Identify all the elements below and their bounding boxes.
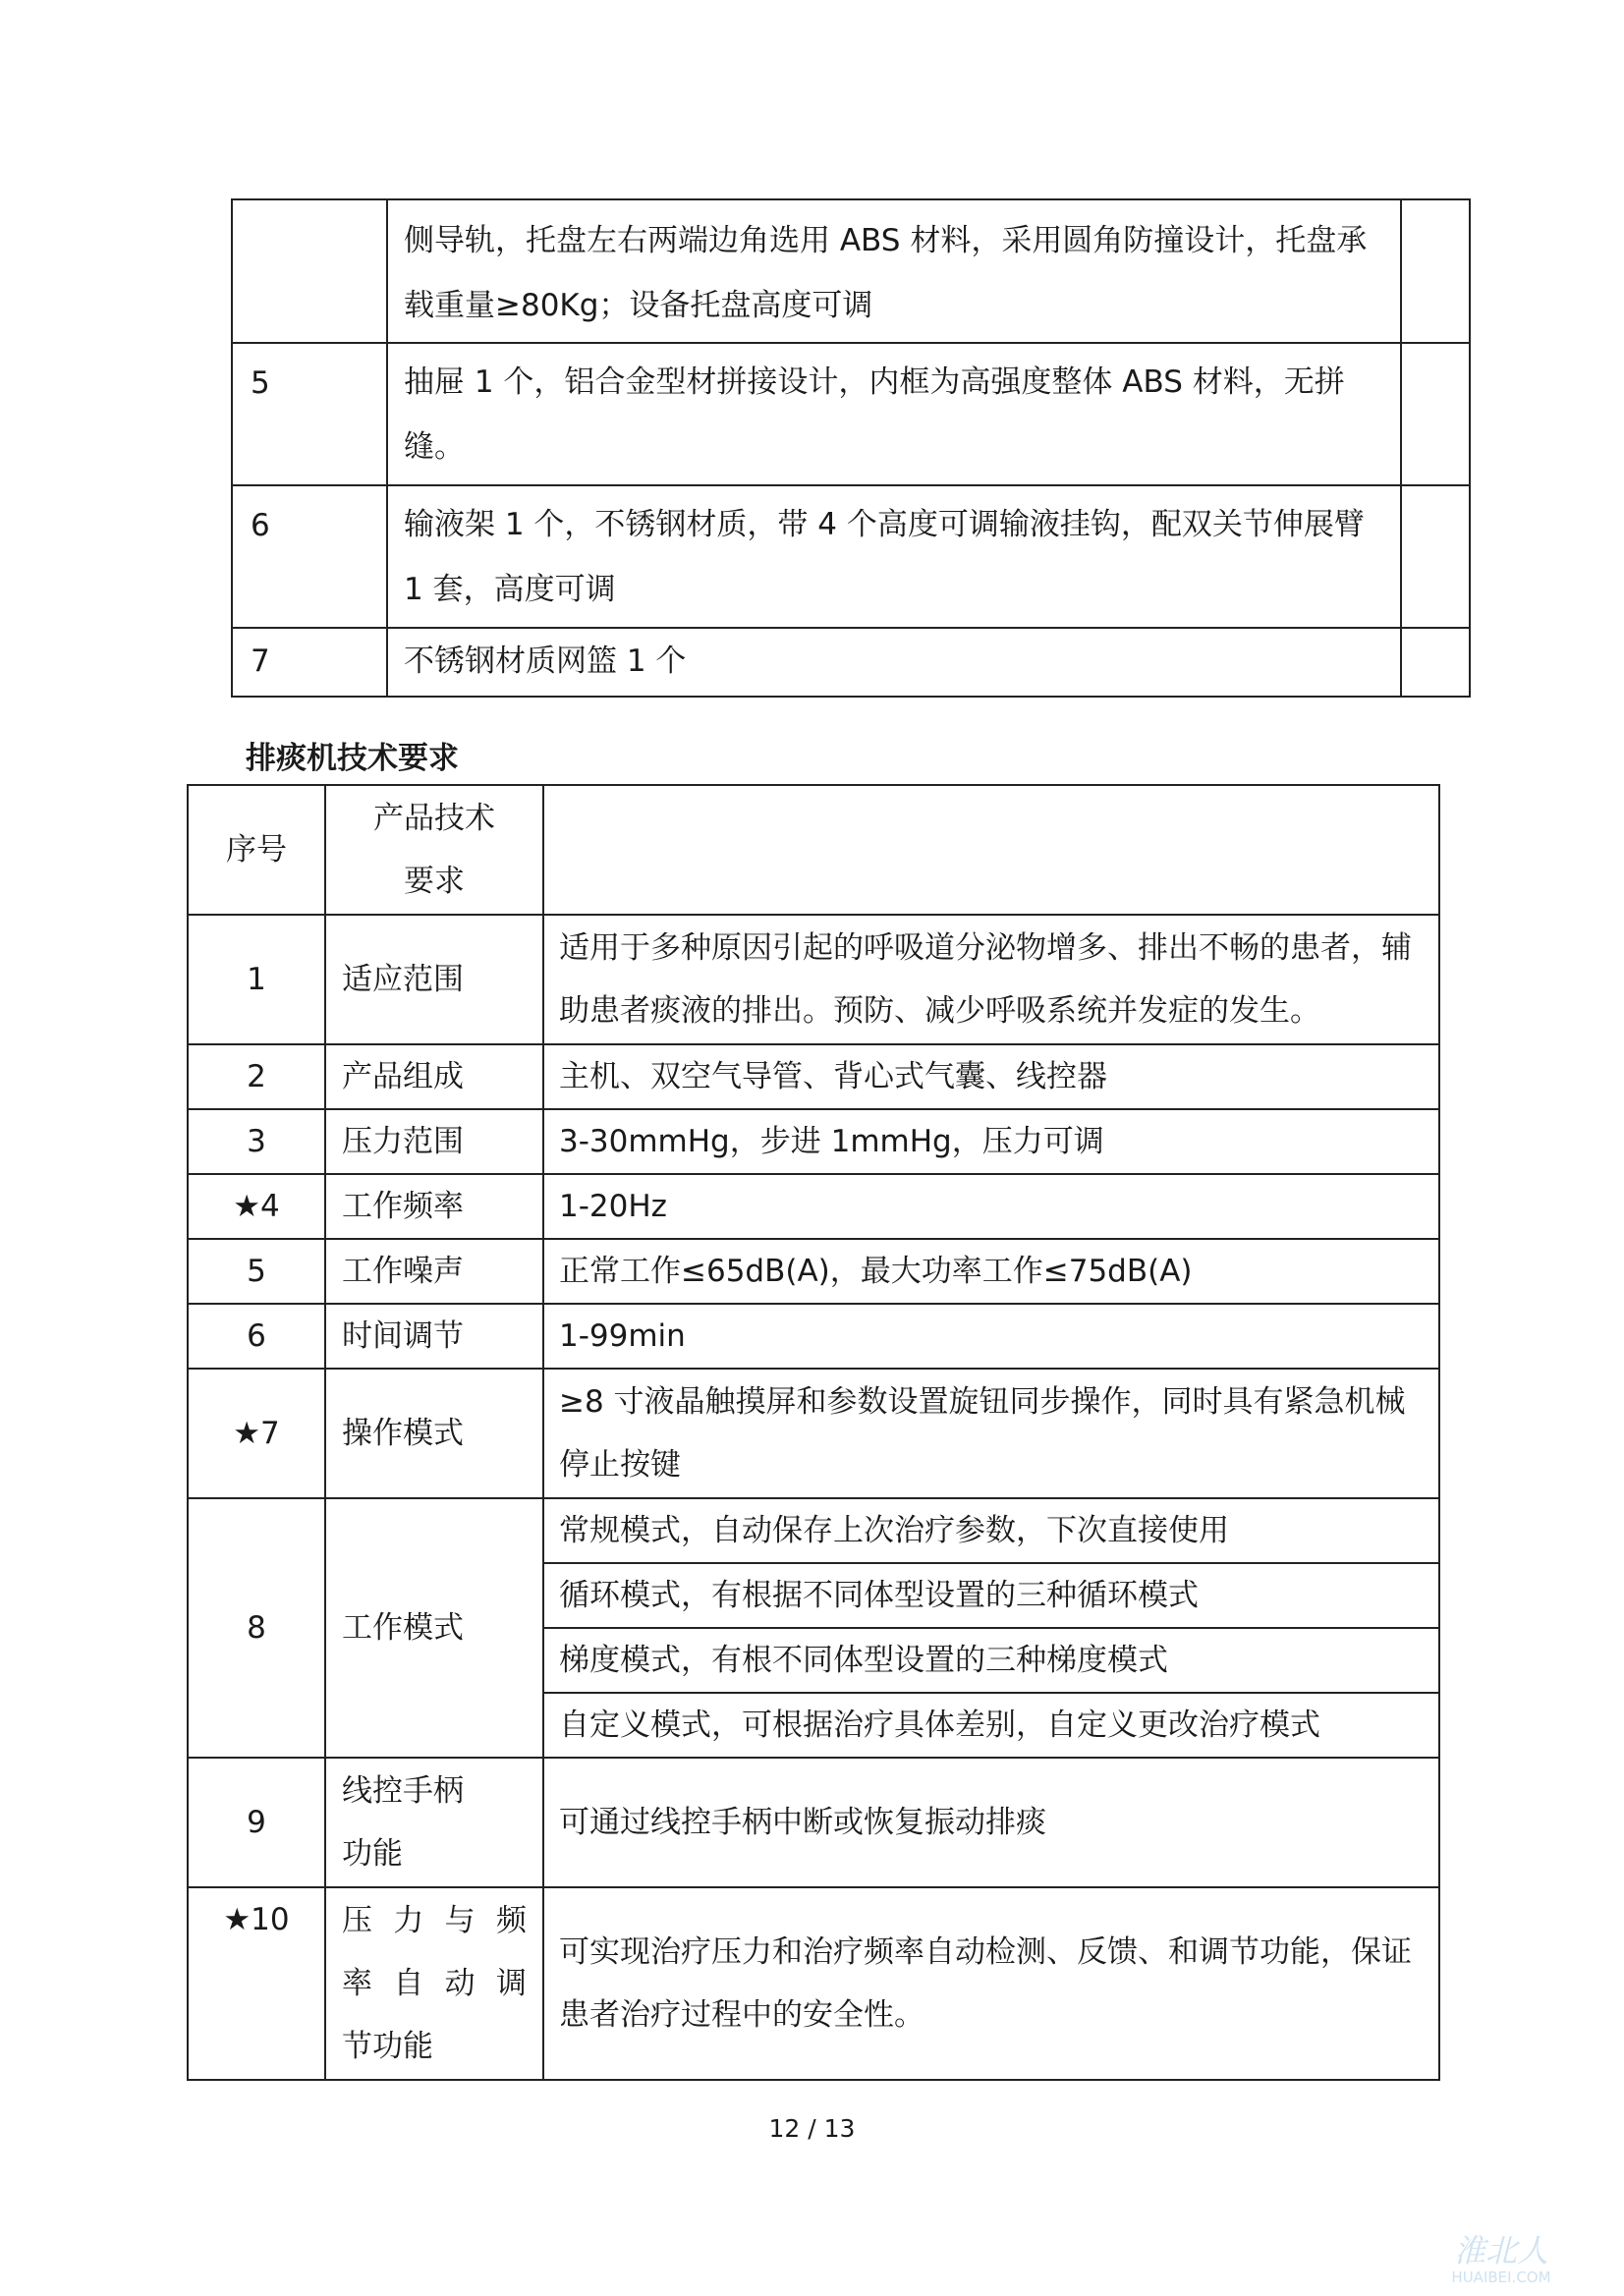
mode-item: 循环模式，有根据不同体型设置的三种循环模式 (543, 1563, 1439, 1628)
row-desc: 主机、双空气导管、背心式气囊、线控器 (543, 1044, 1439, 1109)
header-number: 序号 (188, 785, 325, 915)
header-param (325, 785, 543, 915)
mode-item: 常规模式，自动保存上次治疗参数，下次直接使用 (543, 1498, 1439, 1563)
table-row (188, 1498, 1439, 1563)
table-row (232, 628, 1470, 697)
row-number: 8 (188, 1498, 325, 1758)
row-desc: 正常工作≤65dB(A)，最大功率工作≤75dB(A) (543, 1239, 1439, 1304)
row-param (325, 1887, 543, 2080)
table-row (188, 1304, 1439, 1369)
header-param-line2: 要求 (404, 864, 465, 899)
row-extra (1401, 485, 1470, 628)
mode-item: 自定义模式，可根据治疗具体差别，自定义更改治疗模式 (543, 1693, 1439, 1758)
row-extra (1401, 628, 1470, 697)
row-number: ★10 (188, 1887, 325, 2080)
row-number: 5 (232, 343, 387, 485)
table-row (188, 1369, 1439, 1498)
table-row (188, 1239, 1439, 1304)
row-desc-text: ≥8 寸液晶触摸屏和参数设置旋钮同步操作，同时具有紧急机械停止按键 (559, 1384, 1406, 1483)
table-row (232, 485, 1470, 628)
row-param: 操作模式 (325, 1369, 543, 1498)
row-desc (543, 1887, 1439, 2080)
row-param: 工作噪声 (325, 1239, 543, 1304)
row-param: 适应范围 (325, 915, 543, 1044)
row-number: 1 (188, 915, 325, 1044)
row-param: 工作模式 (325, 1498, 543, 1758)
row-param: 工作频率 (325, 1174, 543, 1239)
section-heading: 排痰机技术要求 (246, 741, 459, 776)
row-desc (543, 1369, 1439, 1498)
row-param (325, 1758, 543, 1887)
row-extra (1401, 199, 1470, 343)
table-header-row (188, 785, 1439, 915)
row-text-content: 输液架 1 个，不锈钢材质，带 4 个高度可调输液挂钩，配双关节伸展臂 1 套，高度可调 (404, 507, 1365, 607)
table-row (188, 1044, 1439, 1109)
row-param-line2: 功能 (342, 1836, 403, 1872)
row-text (387, 199, 1401, 343)
row-number: ★7 (188, 1369, 325, 1498)
row-param-line1: 压力与频 (342, 1903, 527, 1938)
row-number: 9 (188, 1758, 325, 1887)
watermark-logo-svg (1418, 2228, 1585, 2287)
row-desc: 3-30mmHg，步进 1mmHg，压力可调 (543, 1109, 1439, 1174)
table-row (188, 1174, 1439, 1239)
row-number: 2 (188, 1044, 325, 1109)
row-desc-text: 适用于多种原因引起的呼吸道分泌物增多、排出不畅的患者，辅助患者痰液的排出。预防、减少呼吸系统并发症的发生。 (559, 930, 1412, 1029)
row-extra (1401, 343, 1470, 485)
row-number: 6 (188, 1304, 325, 1369)
watermark-logo (1418, 2228, 1585, 2287)
watermark-logo-text: 淮北人 (1453, 2232, 1549, 2269)
row-param: 压力范围 (325, 1109, 543, 1174)
spec-table (187, 784, 1440, 2081)
table-row (188, 915, 1439, 1044)
row-number: 5 (188, 1239, 325, 1304)
top-table (231, 198, 1471, 698)
row-desc: 1-99min (543, 1304, 1439, 1369)
row-desc: 可通过线控手柄中断或恢复振动排痰 (543, 1758, 1439, 1887)
mode-item: 梯度模式，有根不同体型设置的三种梯度模式 (543, 1628, 1439, 1693)
table-row (188, 1109, 1439, 1174)
row-text-content: 侧导轨，托盘左右两端边角选用 ABS 材料，采用圆角防撞设计，托盘承载重量≥80Kg；设备托盘高度可调 (404, 223, 1368, 323)
row-number: 3 (188, 1109, 325, 1174)
row-number: 6 (232, 485, 387, 628)
row-desc-text: 可实现治疗压力和治疗频率自动检测、反馈、和调节功能，保证患者治疗过程中的安全性。 (559, 1934, 1412, 2033)
row-number: ★4 (188, 1174, 325, 1239)
row-number (232, 199, 387, 343)
watermark-domain: HUAIBEI.COM (1451, 2268, 1551, 2286)
page-number: 12 / 13 (768, 2114, 856, 2143)
header-desc (543, 785, 1439, 915)
row-param: 产品组成 (325, 1044, 543, 1109)
row-text (387, 485, 1401, 628)
row-param-line3: 节功能 (342, 2029, 433, 2064)
table-row (232, 343, 1470, 485)
row-text: 不锈钢材质网篮 1 个 (387, 628, 1401, 697)
table-row (188, 1887, 1439, 2080)
header-param-line1: 产品技术 (373, 801, 495, 836)
row-desc (543, 915, 1439, 1044)
row-number: 7 (232, 628, 387, 697)
row-text-content: 抽屉 1 个，铝合金型材拼接设计，内框为高强度整体 ABS 材料，无拼缝。 (404, 364, 1345, 465)
row-text (387, 343, 1401, 485)
table-row (188, 1758, 1439, 1887)
row-param: 时间调节 (325, 1304, 543, 1369)
row-param-line2: 率自动调 (342, 1966, 527, 2001)
row-desc: 1-20Hz (543, 1174, 1439, 1239)
table-row (232, 199, 1470, 343)
row-param-line1: 线控手柄 (342, 1773, 464, 1809)
